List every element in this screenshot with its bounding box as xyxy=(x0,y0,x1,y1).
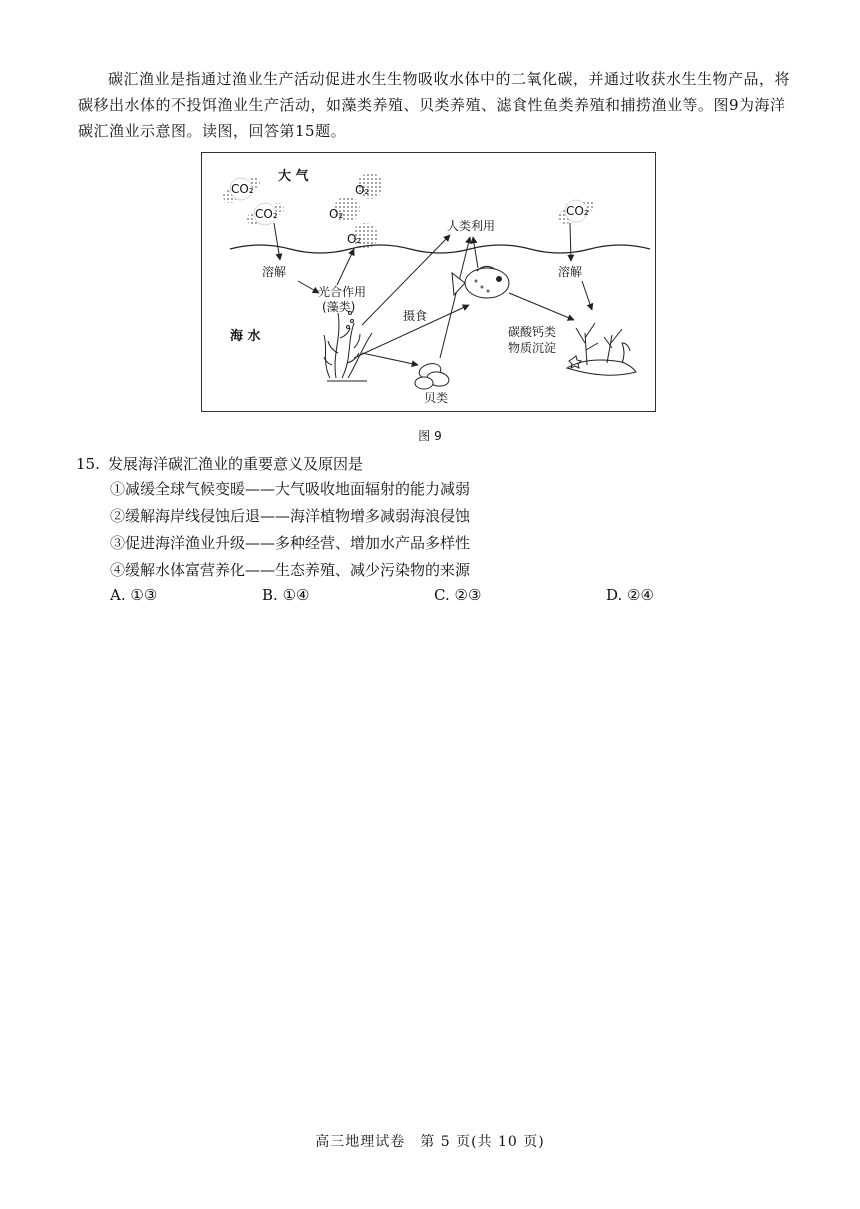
atmosphere-label: 大 气 xyxy=(278,169,309,184)
option-b[interactable] xyxy=(262,586,309,604)
statement-2: ②缓解海岸线侵蚀后退——海洋植物增多减弱海浪侵蚀 xyxy=(110,507,471,525)
page-footer: 高三地理试卷 第 5 页(共 10 页) xyxy=(315,1134,545,1150)
svg-text:CO₂: CO₂ xyxy=(231,182,254,196)
statement-4: ④缓解水体富营养化——生态养殖、减少污染物的来源 xyxy=(110,561,471,579)
svg-text:CO₂: CO₂ xyxy=(566,204,589,218)
sediment-label-line2: 物质沉淀 xyxy=(508,341,557,355)
option-d-value: ②④ xyxy=(627,586,654,604)
statement-1: ①减缓全球气候变暖——大气吸收地面辐射的能力减弱 xyxy=(110,480,471,498)
option-a-value: ①③ xyxy=(130,586,158,604)
option-d-label: D. xyxy=(606,586,623,604)
figure-9-diagram xyxy=(201,152,656,412)
option-c[interactable] xyxy=(434,586,481,604)
carbon-sink-diagram xyxy=(202,153,657,413)
question-15-stem xyxy=(76,451,363,477)
statement-3: ③促进海洋渔业升级——多种经营、增加水产品多样性 xyxy=(110,534,471,552)
seawater-label: 海 水 xyxy=(230,329,261,344)
option-b-label: B. xyxy=(262,586,278,604)
svg-text:O₂: O₂ xyxy=(347,232,362,246)
option-a-label: A. xyxy=(110,586,126,604)
coral-sediment-icon xyxy=(567,323,636,375)
o2-bubble-2 xyxy=(329,196,360,222)
dissolve-right-label: 溶解 xyxy=(558,265,583,279)
dissolve-left-label: 溶解 xyxy=(262,265,287,279)
intro-paragraph: 碳汇渔业是指通过渔业生产活动促进水生生物吸收水体中的二氧化碳，并通过收获水生生物产品，将碳移出水体的不投饵渔业生产活动，如藻类养殖、贝类养殖、滤食性鱼类养殖和捕捞渔业等。图9为海洋碳汇渔业示意图。读图，回答第15题。 xyxy=(78,70,791,140)
option-c-label: C. xyxy=(434,586,450,604)
photosynthesis-label: 光合作用 xyxy=(318,285,367,299)
svg-text:O₂: O₂ xyxy=(329,207,344,221)
svg-text:O₂: O₂ xyxy=(355,183,370,197)
algae-label: (藻类) xyxy=(322,300,356,314)
option-a[interactable] xyxy=(110,586,157,604)
option-c-value: ②③ xyxy=(454,586,482,604)
shellfish-label: 贝类 xyxy=(424,391,449,405)
sediment-label-line1: 碳酸钙类 xyxy=(508,325,557,339)
feeding-label: 摄食 xyxy=(403,309,428,323)
co2-bubble-2 xyxy=(247,203,284,226)
o2-bubble-1 xyxy=(355,173,383,199)
svg-text:CO₂: CO₂ xyxy=(255,207,278,221)
question-number: 15. xyxy=(76,455,100,473)
question-text: 发展海洋碳汇渔业的重要意义及原因是 xyxy=(108,455,364,473)
option-b-value: ①④ xyxy=(282,586,310,604)
human-use-label: 人类利用 xyxy=(447,219,496,233)
option-d[interactable] xyxy=(606,586,654,604)
shellfish-icon xyxy=(415,361,450,389)
figure-caption: 图 9 xyxy=(418,429,442,443)
co2-bubble-1 xyxy=(223,177,260,203)
fish-icon xyxy=(452,266,509,298)
co2-bubble-3 xyxy=(558,200,594,224)
sea-surface-line xyxy=(230,245,650,253)
